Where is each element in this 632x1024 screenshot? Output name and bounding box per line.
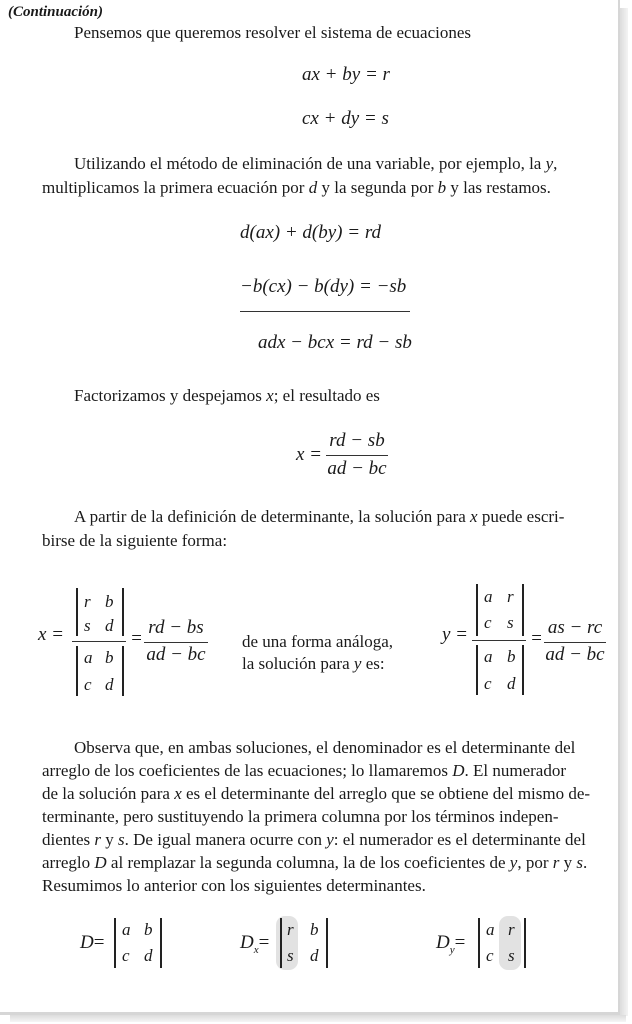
det-Dy-label: $D_y=$ (436, 932, 466, 956)
cramer-y-bottom-r1c2: b (507, 647, 516, 666)
observation-line-6: arreglo D al remplazar la segunda columna, la de los coeficientes de y, por r y s. (42, 853, 588, 872)
cramer-y-top-right-bar (522, 584, 524, 636)
det-Dy-right-bar (524, 918, 526, 968)
x-solution-denominator: ad − bc (327, 458, 387, 479)
cramer-x-top-r2c2: d (105, 616, 114, 635)
x-solution-numerator: rd − sb (329, 430, 385, 451)
cramer-x-numerator: rd − bs (148, 617, 204, 638)
det-D-right-bar (160, 918, 162, 968)
observation-line-4: terminante, pero sustituyendo la primera columna por los términos indepen- (42, 807, 559, 826)
cramer-y-top-r1c1: a (484, 587, 493, 606)
cramer-x-top-r2c1: s (84, 616, 91, 635)
page-shadow-right (620, 8, 628, 1016)
elimination-paragraph: Utilizando el método de eliminación de una variable, por ejemplo, la y, (74, 154, 558, 173)
cramer-y-numerator: as − rc (547, 617, 603, 638)
cramer-y-denominator: ad − bc (545, 644, 605, 665)
cramer-x-top-right-bar (122, 588, 124, 636)
continuation-label: (Continuación) (8, 4, 104, 20)
det-Dx-right-bar (326, 918, 328, 968)
cramer-x-equals: = (130, 628, 143, 649)
determinant-paragraph-line2: birse de la siguiente forma: (42, 531, 228, 550)
cramer-x-top-r1c2: b (105, 592, 114, 611)
det-Dx-left-bar (280, 918, 282, 968)
det-D-r2c1: c (122, 946, 130, 965)
determinant-paragraph: A partir de la definición de determinante, la solución para x puede escri- (74, 507, 565, 526)
analog-text-line2: la solución para y es: (242, 654, 385, 673)
elimination-step-1: d(ax) + d(by) = rd (240, 222, 382, 243)
observation-line-7: Resumimos lo anterior con los siguientes determinantes. (42, 876, 426, 895)
elimination-result: adx − bcx = rd − sb (258, 332, 412, 353)
cramer-x-bottom-r2c1: c (84, 675, 92, 694)
det-D-left-bar (114, 918, 116, 968)
subtraction-rule (240, 311, 410, 312)
cramer-x-bottom-r2c2: d (105, 675, 114, 694)
cramer-x-bottom-r1c1: a (84, 648, 93, 667)
det-Dy-r1c1: a (486, 920, 495, 939)
det-Dy-r2c1: c (486, 946, 494, 965)
det-Dx-r2c1: s (287, 946, 294, 965)
cramer-y-top-r1c2: r (507, 587, 514, 606)
cramer-x-bottom-right-bar (122, 646, 124, 696)
cramer-y-equals: = (530, 628, 543, 649)
cramer-y-top-r2c1: c (484, 613, 492, 632)
det-Dy-left-bar (478, 918, 480, 968)
analog-text-line1: de una forma análoga, (242, 632, 394, 651)
factor-text: Factorizamos y despejamos x; el resultado es (74, 386, 380, 405)
observation-line-1: Observa que, en ambas soluciones, el denominador es el determinante del (74, 738, 576, 757)
cramer-y-bottom-r1c1: a (484, 647, 493, 666)
det-D-r1c2: b (144, 920, 153, 939)
cramer-x-denominator: ad − bc (146, 644, 206, 665)
det-D-r1c1: a (122, 920, 131, 939)
det-Dx-r1c2: b (310, 920, 319, 939)
cramer-y-bottom-left-bar (476, 645, 478, 695)
x-solution-fraction-bar (326, 455, 388, 456)
cramer-y-bottom-r2c2: d (507, 674, 516, 693)
cramer-y-fraction-bar (472, 640, 526, 641)
cramer-x-top-r1c1: r (84, 592, 91, 611)
observation-line-2: arreglo de los coeficientes de las ecuaciones; lo llamaremos D. El numerador (42, 761, 566, 780)
system-equation-1: ax + by = r (302, 64, 390, 85)
cramer-x-bottom-left-bar (76, 646, 78, 696)
cramer-x-bottom-r1c2: b (105, 648, 114, 667)
det-D-r2c2: d (144, 946, 153, 965)
det-Dy-r1c2: r (508, 920, 515, 939)
cramer-x-result-bar (144, 642, 208, 643)
elimination-paragraph-line2: multiplicamos la primera ecuación por d y la segunda por b y las restamos. (42, 178, 551, 197)
cramer-y-top-r2c2: s (507, 613, 514, 632)
elimination-step-2: −b(cx) − b(dy) = −sb (240, 276, 407, 297)
observation-line-3: de la solución para x es el determinante del arreglo que se obtiene del mismo de- (42, 784, 591, 803)
cramer-x-lhs: x = (38, 624, 65, 645)
system-equation-2: cx + dy = s (302, 108, 389, 129)
page-shadow-bottom (10, 1015, 626, 1022)
cramer-y-bottom-r2c1: c (484, 674, 492, 693)
x-solution-lhs: x = (296, 444, 323, 465)
det-Dx-label: $D_x=$ (240, 932, 270, 956)
observation-line-5: dientes r y s. De igual manera ocurre con y: el numerador es el determinante del (42, 830, 586, 849)
cramer-y-result-bar (544, 642, 606, 643)
cramer-x-fraction-bar (72, 641, 126, 642)
cramer-x-top-left-bar (76, 588, 78, 636)
intro-text: Pensemos que queremos resolver el sistema de ecuaciones (74, 23, 472, 42)
det-D-label: D= (80, 932, 105, 953)
cramer-y-bottom-right-bar (522, 645, 524, 695)
det-Dx-r2c2: d (310, 946, 319, 965)
det-Dx-r1c1: r (287, 920, 294, 939)
cramer-y-lhs: y = (442, 624, 469, 645)
det-Dy-r2c2: s (508, 946, 515, 965)
cramer-y-top-left-bar (476, 584, 478, 636)
